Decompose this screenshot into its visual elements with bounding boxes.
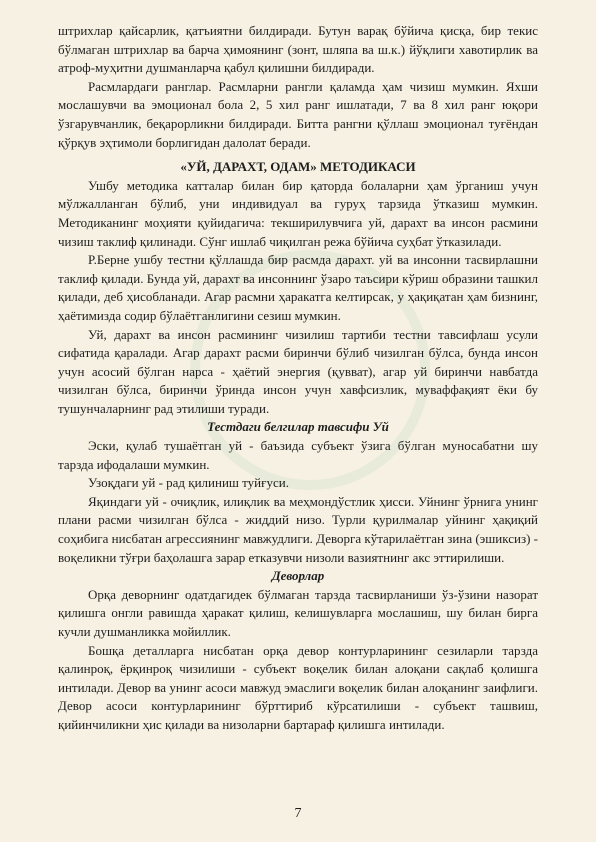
paragraph: Орқа деворнинг одатдагидек бўлмаган тарзда тасвирланиши ўз-ўзини назорат қилишга онгли равишда ҳаракат қилиш, келишувларга мослашиш, шу билан бирга кучли душманликка мойиллик. bbox=[58, 586, 538, 639]
subsection-heading: Деворлар bbox=[271, 568, 325, 584]
paragraph: Бошқа деталларга нисбатан орқа девор контурларининг сезиларли тарзда қалинроқ, ёрқинроқ чизилиши - субъект воқелик билан алоқани сақлаб қолишга интилади. Девор ва унинг асоси мавжуд эмаслиги воқелик билан алоқанинг заифлиги. Девор асоси контурларининг бўрттириб кўрсатилиши - субъект ташвиш, қийинчиликни ҳис қилади ва низоларни бартараф қилишга интилади. bbox=[58, 642, 538, 732]
paragraph: Узоқдаги уй - рад қилиниш туйғуси. bbox=[88, 475, 289, 491]
paragraph: Эски, қулаб тушаётган уй - баъзида субъект ўзига бўлган муносабатни шу тарзда ифодалаши мумкин. bbox=[58, 438, 538, 472]
paragraph: штрихлар қайсарлик, қатъиятни билдиради. Бутун варақ бўйича қисқа, бир текис бўлмаган штрихлар ва барча ҳимоянинг (зонт, шляпа ва ш.к.) йўқлиги хавотирлик ва атроф-муҳитни душманларча қабул қилишни билдиради. bbox=[58, 23, 538, 76]
paragraph: Расмлардаги ранглар. Расмларни рангли қаламда ҳам чизиш мумкин. Яхши мослашувчи ва эмоционал бола 2, 5 хил ранг ишлатади, 7 ва 8 хил ранг юқори ўзгарувчанлик, беқарорликни билдиради. Битта рангни қўллаш эмоционал туғёндан қўрқув эҳтимоли борлигидан далолат беради. bbox=[58, 78, 538, 150]
paragraph: Яқиндаги уй - очиқлик, илиқлик ва меҳмондўстлик ҳисси. Уйнинг ўрнига унинг плани расми чизилган бўлса - жиддий низо. Турли қурилмалар уйнинг ҳақиқий соҳибига нисбатан агрессиянинг мавжудлиги. Деворга кўтарилаётган зина (эшиксиз) - воқеликни тўғри баҳолашга зарар етказувчи низоли вазиятнинг акс эттирилиши. bbox=[58, 493, 538, 565]
section-title: «УЙ, ДАРАХТ, ОДАМ» МЕТОДИКАСИ bbox=[180, 159, 416, 175]
page-body bbox=[58, 22, 538, 735]
paragraph: Ушбу методика катталар билан бир қаторда болаларни ҳам ўрганиш учун мўлжалланган бўлиб, уни индивидуал ва гуруҳ тарзида ўтказиш мумкин. Методиканинг моҳияти қуйидагича: текширилувчига уй, дарахт ва инсон расмини чизиш таклиф қилинади. Сўнг ишлаб чиқилган режа бўйича суҳбат ўтказилади. bbox=[58, 177, 538, 249]
paragraph: Р.Берне ушбу тестни қўллашда бир расмда дарахт. уй ва инсонни тасвирлашни таклиф қилади. Бунда уй, дарахт ва инсоннинг ўзаро таъсири кўриш образини ташкил қилади, деб ҳисобланади. Агар расмни ҳаракатга келтирсак, у ҳақиқатан ҳам бизнинг, ҳаётимизда содир бўлаётганлигини сезиш мумкин. bbox=[58, 252, 538, 323]
subsection-heading: Тестдаги белгилар тавсифи Уй bbox=[207, 419, 389, 435]
page-number: 7 bbox=[294, 806, 302, 821]
paragraph: Уй, дарахт ва инсон расмининг чизилиш тартиби тестни тавсифлаш усули сифатида қаралади. Агар дарахт расми биринчи бўлиб чизилган бўлса, бунда инсон учун асосий бўлган нарса - ҳаётий энергия (қувват), агар уй биринчи навбатда чизилган бўлса, биринчи ўринда инсон учун хавфсизлик, муваффақият ёки бу тушунчаларнинг рад этилиши туради. bbox=[58, 326, 538, 416]
